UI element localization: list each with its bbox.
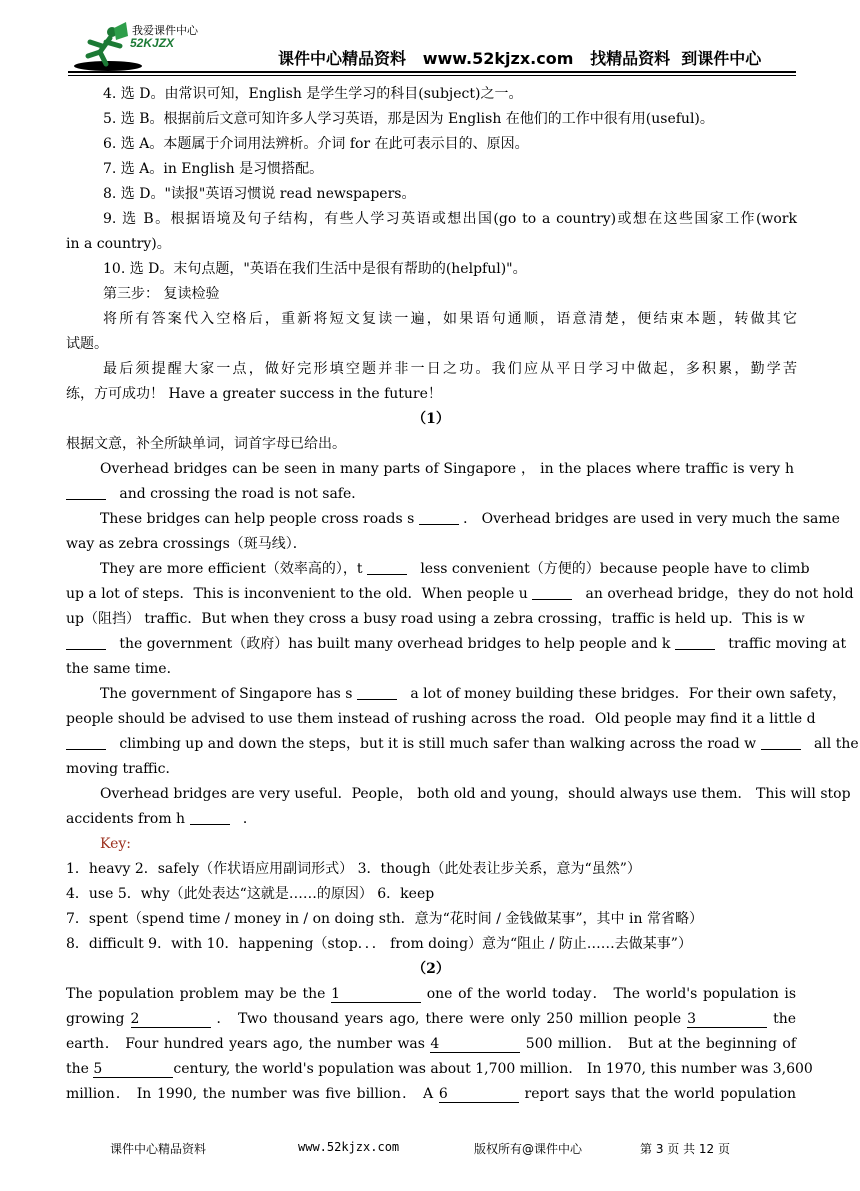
numbered-blank: 4: [430, 1036, 520, 1053]
passage-line: [66, 982, 796, 1007]
fill-blank: [367, 559, 407, 575]
answer-6: 6. 选 A。本题属于介词用法辨析。介词 for 在此可表示目的、原因。: [103, 136, 529, 152]
passage-line: [66, 582, 854, 607]
paragraph-line: 练，方可成功！ Have a greater success in the future！: [66, 386, 442, 402]
passage-line: Overhead bridges are very useful．People， both old and young，should always use them． This will stop: [100, 786, 851, 802]
passage-line: [66, 1032, 796, 1057]
passage-text: the: [773, 1011, 797, 1027]
answer-5: 5. 选 B。根据前后文意可知许多人学习英语，那是因为 English 在他们的工作中很有用(useful)。: [103, 111, 714, 127]
passage-text: up a lot of steps．This is inconvenient to the old．When people u: [66, 586, 528, 602]
footer-copyright: 版权所有@课件中心: [474, 1142, 583, 1156]
page-footer: [0, 1140, 860, 1160]
passage-line: [66, 1082, 796, 1107]
passage-line: Overhead bridges can be seen in many parts of Singapore ， in the places where traffic is very h: [100, 461, 794, 477]
answer-7: 7. 选 A。in English 是习惯搭配。: [103, 161, 324, 177]
paragraph-line: 试题。: [66, 336, 108, 352]
passage-line: up（阻挡） traffic．But when they cross a busy road using a zebra crossing，traffic is held up．This is w: [66, 611, 805, 627]
passage-text: ． Overhead bridges are used in very much the same: [463, 511, 840, 527]
passage-text: report says that the world population: [524, 1086, 796, 1102]
answer-8: 8. 选 D。"读报"英语习惯说 read newspapers。: [103, 186, 416, 202]
passage-line: [66, 1007, 796, 1032]
section-heading-2: （2）: [412, 961, 450, 977]
instruction-text: 根据文意，补全所缺单词，词首字母已给出。: [66, 436, 346, 452]
numbered-blank: 2: [131, 1011, 211, 1028]
header-rule-thin: [68, 75, 796, 76]
passage-text: climbing up and down the steps，but it is still much safer than walking across the road w: [119, 736, 757, 752]
numbered-blank: 5: [93, 1061, 173, 1078]
passage-text: the government（政府）has built many overhead bridges to help people and k: [119, 636, 671, 652]
passage-line: moving traffic．: [66, 761, 180, 777]
passage-text: accidents from h: [66, 811, 186, 827]
numbered-blank: 3: [687, 1011, 767, 1028]
passage-line: people should be advised to use them instead of rushing across the road．Old people may find it a little d: [66, 711, 816, 727]
header-rule: [68, 71, 796, 73]
fill-blank: [675, 634, 715, 650]
answer-9-cont: in a country)。: [66, 236, 171, 252]
passage-text: traffic moving at: [728, 636, 847, 652]
logo-brand-text: 我爱课件中心: [132, 24, 198, 37]
passage-text: growing: [66, 1011, 125, 1027]
paragraph-line: 最后须提醒大家一点，做好完形填空题并非一日之功。我们应从平日学习中做起，多积累，勤学苦: [103, 361, 797, 377]
fill-blank: [190, 809, 230, 825]
key-line: 1．heavy 2．safely（作状语应用副词形式） 3．though（此处表让步关系，意为“虽然”）: [66, 861, 641, 877]
footer-site: www.52kjzx.com: [298, 1140, 400, 1154]
passage-text: and crossing the road is not safe．: [119, 486, 366, 502]
page-number: 第 3 页 共 12 页: [640, 1142, 730, 1156]
section-heading-1: （1）: [412, 411, 450, 427]
passage-text: all the: [813, 736, 859, 752]
key-label: Key:: [100, 836, 131, 852]
passage-text: million． In 1990, the number was five billion． A: [66, 1086, 434, 1102]
fill-blank: [66, 734, 106, 750]
passage-line: [66, 807, 257, 832]
passage-text: They are more efficient（效率高的），t: [100, 561, 363, 577]
passage-text: less convenient（方便的）because people have to climb: [420, 561, 810, 577]
passage-text: ．: [242, 811, 257, 827]
passage-text: These bridges can help people cross roads s: [100, 511, 415, 527]
paragraph-line: 将所有答案代入空格后，重新将短文复读一遍，如果语句通顺，语意清楚，便结束本题，转做其它: [103, 311, 797, 327]
passage-line: [66, 1057, 813, 1082]
passage-line: [100, 682, 846, 707]
passage-line: [100, 557, 810, 582]
logo-domain-text: 52KJZX: [130, 36, 175, 50]
fill-blank: [532, 584, 572, 600]
fill-blank: [357, 684, 397, 700]
answer-10: 10. 选 D。末句点题，"英语在我们生活中是很有帮助的(helpful)"。: [103, 261, 527, 277]
passage-text: the: [66, 1061, 89, 1077]
footer-brand: 课件中心精品资料: [110, 1142, 207, 1156]
answer-9: 9. 选 B。根据语境及句子结构，有些人学习英语或想出国(go to a country)或想在这些国家工作(work: [103, 211, 797, 227]
passage-text: earth． Four hundred years ago, the number was: [66, 1036, 425, 1052]
numbered-blank: 1: [331, 986, 421, 1003]
passage-text: ． Two thousand years ago, there were only 250 million people: [216, 1011, 682, 1027]
key-line: 4．use 5．why（此处表达“这就是……的原因） 6．keep: [66, 886, 435, 902]
fill-blank: [66, 484, 106, 500]
passage-text: a lot of money building these bridges．For their own safety，: [410, 686, 847, 702]
passage-line: [100, 507, 840, 532]
passage-text: The population problem may be the: [66, 986, 326, 1002]
passage-line: the same time．: [66, 661, 181, 677]
passage-text: century, the world's population was about 1,700 million． In 1970, this number was 3,600: [173, 1061, 813, 1077]
key-line: 7．spent（spend time / money in / on doing sth．意为“花时间 / 金钱做某事”，其中 in 常省略）: [66, 911, 703, 927]
passage-line: [66, 632, 846, 657]
page-header: [0, 0, 860, 80]
answer-4: 4. 选 D。由常识可知，English 是学生学习的科目(subject)之一。: [103, 86, 523, 102]
passage-line: [66, 732, 859, 757]
fill-blank: [66, 634, 106, 650]
passage-text: 500 million． But at the beginning of: [525, 1036, 797, 1052]
passage-text: one of the world today． The world's population is: [426, 986, 797, 1002]
numbered-blank: 6: [439, 1086, 519, 1103]
header-title: 课件中心精品资料 www.52kjzx.com 找精品资料 到课件中心: [278, 49, 762, 68]
passage-text: an overhead bridge，they do not hold: [585, 586, 854, 602]
fill-blank: [761, 734, 801, 750]
fill-blank: [419, 509, 459, 525]
passage-line: [66, 482, 365, 507]
key-line: 8．difficult 9．with 10．happening（stop．．． from doing）意为“阻止 / 防止……去做某事”）: [66, 936, 692, 952]
passage-line: way as zebra crossings（斑马线）．: [66, 536, 307, 552]
passage-text: The government of Singapore has s: [100, 686, 353, 702]
step-three-heading: 第三步： 复读检验: [103, 286, 220, 302]
